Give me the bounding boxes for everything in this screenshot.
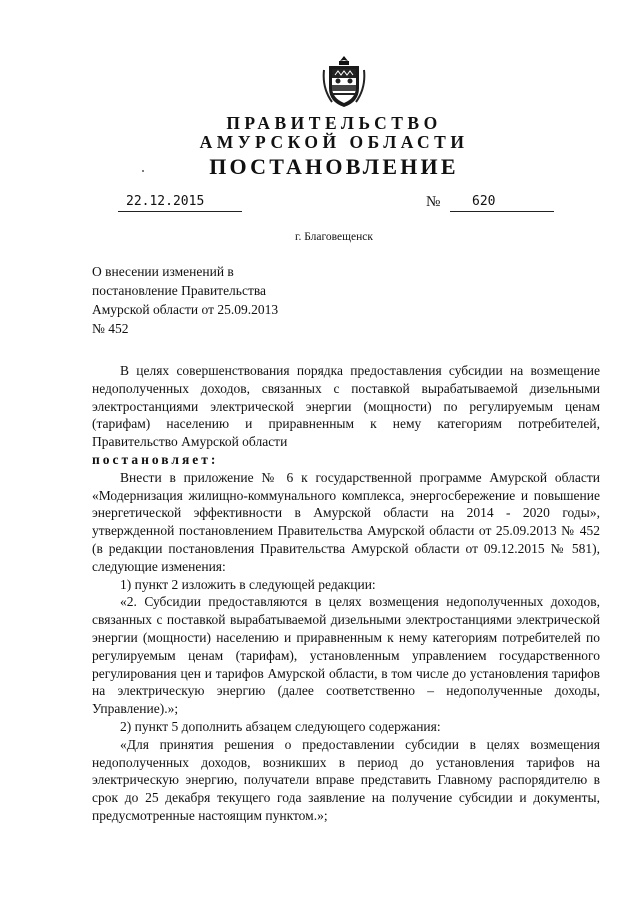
item-1-quote-paragraph: «2. Субсидии предоставляются в целях возмещения недополученных доходов, связанных с поставкой вырабатываемой дизельными электростанциями электрической энергии (мощности) населению и приравненным к нему категориям потребителей по регулируемым ценам (тарифам), установленным управлением государственного регулирования цен и тарифов Амурской области, в том числе до установления тарифов на электрическую энергию (далее соответственно – недополученные доходы, Управление).»; — [92, 594, 600, 717]
government-name-line1: ПРАВИТЕЛЬСТВО — [226, 113, 442, 133]
preamble-paragraph: В целях совершенствования порядка предоставления субсидии на возмещение недополученных доходов, связанных с поставкой вырабатываемой дизельными электростанциями электрической энергии (мощности) по регулируемым ценам (тарифам) населению и приравненным к нему категориям потребителей, Правительство Амурской области — [92, 363, 600, 450]
subject-line: Амурской области от 25.09.2013 — [92, 302, 279, 317]
subject-line: № 452 — [92, 321, 129, 336]
number-sign: № — [426, 194, 441, 210]
item-2-quote-paragraph: «Для принятия решения о предоставлении субсидии в целях возмещения недополученных доходов, возникших в период до установления тарифов на электрическую энергию, получатели вправе представить Главному распорядителю в срок до 25 декабря текущего года заявление на получение субсидии и документы, предусмотренные настоящим пунктом.»; — [92, 736, 600, 823]
subject-line: постановление Правительства — [92, 283, 267, 298]
main-paragraph: Внести в приложение № 6 к государственной программе Амурской области «Модернизация жилищно-коммунального комплекса, энергосбережение и повышение энергетической эффективности в Амурской области на 2014 - 2020 годы», утвержденной постановлением Правительства Амурской области от 25.09.2013 № 452 (в редакции постановления Правительства Амурской области от 09.12.2015 № 581), следующие изменения: — [92, 469, 600, 574]
item-1-paragraph: 1) пункт 2 изложить в следующей редакции: — [120, 576, 376, 592]
subject-line: О внесении изменений в — [92, 264, 234, 279]
government-name-line2: АМУРСКОЙ ОБЛАСТИ — [199, 132, 469, 152]
item-2-paragraph: 2) пункт 5 дополнить абзацем следующего содержания: — [120, 718, 441, 734]
resolves-heading: постановляет: — [92, 451, 219, 467]
document-date: 22.12.2015 — [118, 194, 242, 212]
document-subject — [92, 262, 278, 338]
city-name: г. Благовещенск — [295, 231, 373, 243]
document-type-title: ПОСТАНОВЛЕНИЕ — [209, 154, 459, 179]
document-body — [92, 362, 600, 825]
coat-of-arms-emblem — [322, 52, 366, 110]
document-number: 620 — [450, 194, 554, 212]
